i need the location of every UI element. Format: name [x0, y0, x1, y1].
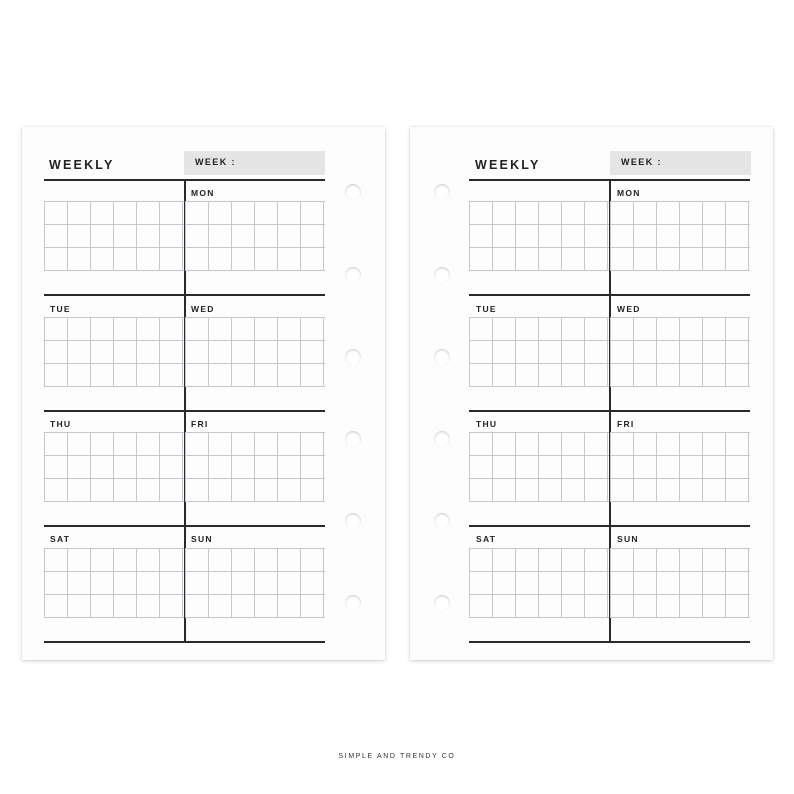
weekly-title: WEEKLY [49, 158, 115, 172]
binder-hole [345, 267, 361, 283]
week-field[interactable] [610, 151, 751, 175]
day-grid-tue[interactable] [44, 317, 184, 386]
day-grid-fri[interactable] [185, 432, 325, 501]
notes-grid[interactable] [44, 201, 184, 270]
binder-hole [345, 349, 361, 365]
day-grid-tue[interactable] [469, 317, 609, 386]
day-grid-sun[interactable] [610, 548, 750, 617]
day-label-mon: MON [191, 188, 215, 198]
binder-hole [434, 595, 450, 611]
binder-hole [345, 184, 361, 200]
day-label-wed: WED [617, 304, 641, 314]
day-label-tue: TUE [476, 304, 497, 314]
planner-page-left [22, 127, 385, 660]
week-field[interactable] [184, 151, 325, 175]
day-label-mon: MON [617, 188, 641, 198]
binder-hole [345, 431, 361, 447]
day-label-sun: SUN [617, 534, 639, 544]
binder-hole [434, 267, 450, 283]
day-label-fri: FRI [617, 419, 635, 429]
planner-page-right [410, 127, 773, 660]
day-grid-thu[interactable] [44, 432, 184, 501]
day-label-wed: WED [191, 304, 215, 314]
notes-grid[interactable] [469, 201, 609, 270]
weekly-title: WEEKLY [475, 158, 541, 172]
day-grid-wed[interactable] [185, 317, 325, 386]
brand-footer: SIMPLE AND TRENDY CO [338, 753, 456, 760]
week-label: WEEK : [195, 157, 236, 167]
binder-hole [434, 513, 450, 529]
day-label-fri: FRI [191, 419, 209, 429]
day-grid-fri[interactable] [610, 432, 750, 501]
binder-hole [345, 513, 361, 529]
binder-hole [434, 431, 450, 447]
day-label-sat: SAT [50, 534, 71, 544]
binder-hole [434, 349, 450, 365]
binder-hole [345, 595, 361, 611]
day-grid-sat[interactable] [44, 548, 184, 617]
day-grid-sat[interactable] [469, 548, 609, 617]
binder-hole [434, 184, 450, 200]
day-grid-thu[interactable] [469, 432, 609, 501]
day-label-sat: SAT [476, 534, 497, 544]
day-grid-mon[interactable] [185, 201, 325, 270]
day-label-thu: THU [476, 419, 498, 429]
day-grid-mon[interactable] [610, 201, 750, 270]
week-label: WEEK : [621, 157, 662, 167]
day-grid-wed[interactable] [610, 317, 750, 386]
day-label-sun: SUN [191, 534, 213, 544]
day-grid-sun[interactable] [185, 548, 325, 617]
day-label-tue: TUE [50, 304, 71, 314]
day-label-thu: THU [50, 419, 72, 429]
